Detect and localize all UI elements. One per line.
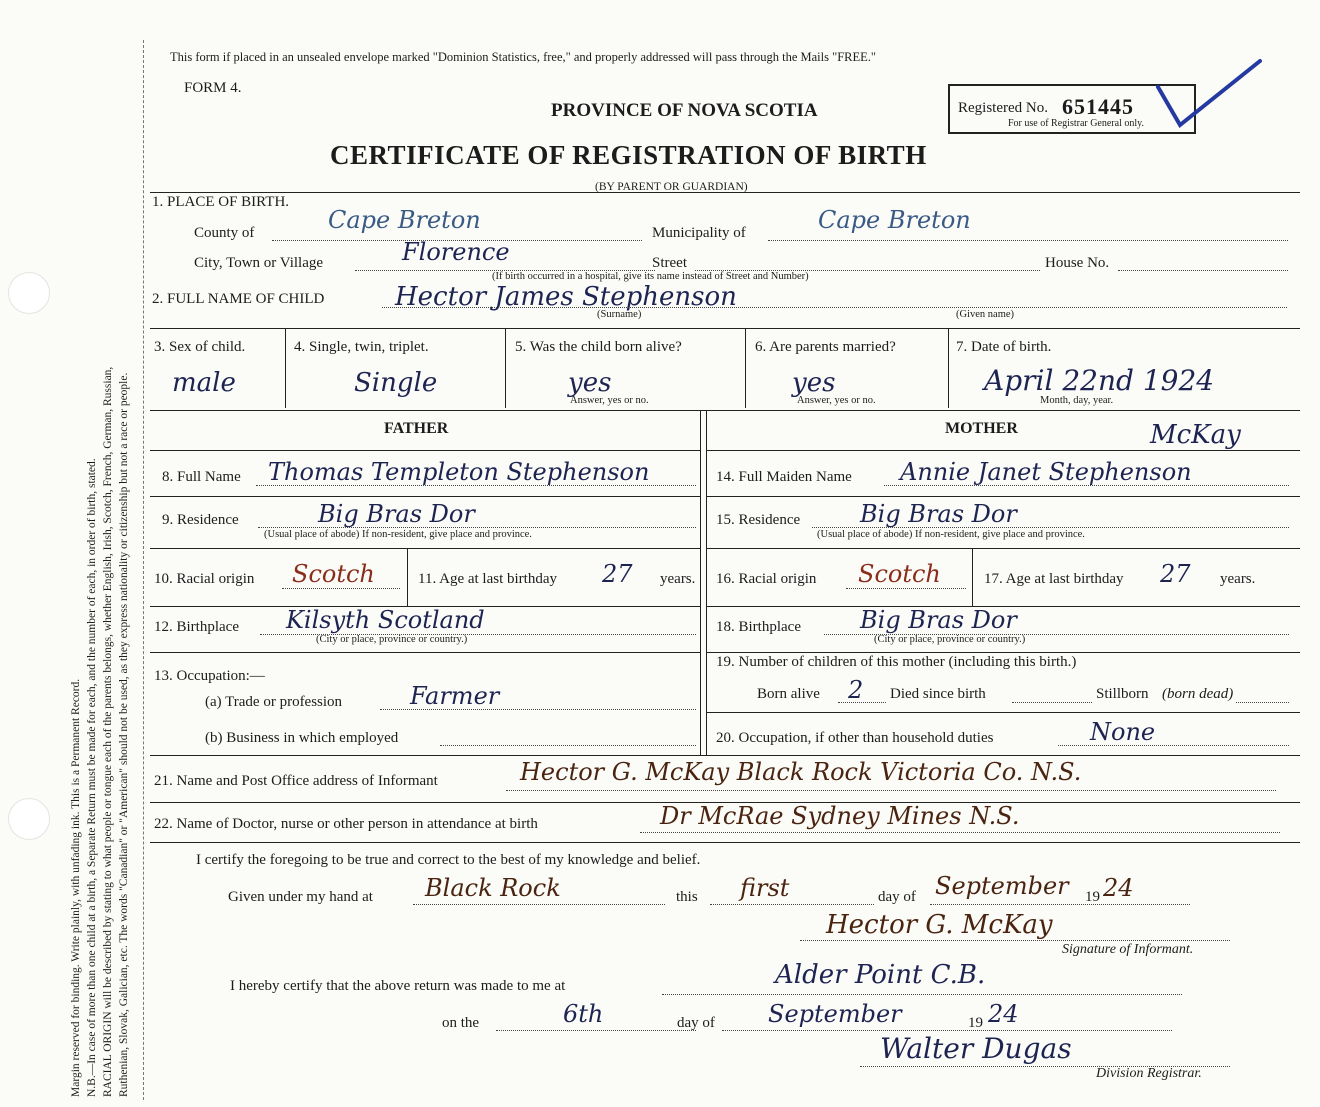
rule [380, 709, 696, 710]
rule [706, 652, 1300, 653]
rule [506, 790, 1276, 791]
rule [768, 240, 1288, 241]
rule [700, 410, 701, 755]
mother-heading: MOTHER [945, 420, 1018, 437]
certify-month-value: September [935, 872, 1069, 900]
rule [150, 755, 1300, 756]
stillborn-label: Stillborn [1096, 686, 1149, 702]
father-years-label: years. [660, 571, 696, 587]
mother-name-value: Annie Janet Stephenson [900, 458, 1192, 486]
rule [150, 450, 700, 451]
rule [496, 1030, 696, 1031]
rule [706, 496, 1300, 497]
page-subtitle: (BY PARENT OR GUARDIAN) [595, 181, 748, 193]
given-place-value: Black Rock [425, 874, 561, 902]
certify-day-value: first [740, 874, 790, 902]
rule [150, 496, 700, 497]
informant-value: Hector G. McKay Black Rock Victoria Co. N.S. [520, 758, 1082, 786]
form-number: FORM 4. [184, 80, 242, 96]
certify-statement: I certify the foregoing to be true and correct to the best of my knowledge and belief. [196, 852, 701, 868]
rule [150, 842, 1300, 843]
parents-married-label: 6. Are parents married? [755, 339, 896, 355]
rule [706, 410, 707, 755]
date-of-birth-label: 7. Date of birth. [956, 339, 1052, 355]
registrar-place-value: Alder Point C.B. [775, 960, 986, 990]
mother-racial-label: 16. Racial origin [716, 571, 817, 587]
rule [846, 588, 966, 589]
margin-line: Margin reserved for binding. Write plainly, with unfading ink. This is a Permanent Record. [70, 678, 82, 1097]
given-label: Given under my hand at [228, 889, 373, 905]
father-trade-label: (a) Trade or profession [205, 694, 343, 710]
rule [640, 832, 1280, 833]
county-label: County of [194, 225, 255, 241]
rule [745, 328, 746, 408]
sex-value: male [172, 368, 236, 398]
date-of-birth-value: April 22nd 1924 [984, 364, 1215, 397]
margin-divider [143, 40, 144, 1100]
father-birthplace-caption: (City or place, province or country.) [316, 634, 468, 645]
mother-racial-value: Scotch [858, 560, 941, 588]
father-birthplace-label: 12. Birthplace [154, 619, 239, 635]
rule [948, 328, 949, 408]
page-title: CERTIFICATE OF REGISTRATION OF BIRTH [330, 140, 927, 170]
registrar-signature-caption: Division Registrar. [1096, 1066, 1202, 1081]
born-alive-label: 5. Was the child born alive? [515, 339, 682, 355]
registrar-year-prefix: 19 [968, 1015, 983, 1031]
punch-hole [8, 272, 50, 314]
mother-name-label: 14. Full Maiden Name [716, 469, 852, 485]
rule [1236, 702, 1289, 703]
rule [150, 548, 700, 549]
informant-signature-caption: Signature of Informant. [1062, 942, 1194, 957]
registrar-statement: I hereby certify that the above return was made to me at [230, 978, 566, 994]
county-value: Cape Breton [328, 206, 481, 234]
registered-label: Registered No. [958, 100, 1048, 116]
doctor-value: Dr McRae Sydney Mines N.S. [660, 802, 1020, 830]
place-of-birth-label: 1. PLACE OF BIRTH. [152, 194, 290, 210]
mother-residence-caption: (Usual place of abode) If non-resident, give place and province. [817, 529, 1085, 540]
given-name-caption: (Given name) [956, 309, 1015, 320]
mother-residence-value: Big Bras Dor [860, 500, 1017, 528]
father-residence-caption: (Usual place of abode) If non-resident, give place and province. [264, 529, 532, 540]
certify-year-prefix: 19 [1085, 889, 1100, 905]
margin-line: N.B.—In case of more than one child at a birth, a Separate Return must be made for each, and the number of each, in order of birth, stated. [86, 458, 98, 1097]
rule [1012, 702, 1092, 703]
parents-married-caption: Answer, yes or no. [797, 395, 876, 406]
certify-year-value: 24 [1103, 874, 1134, 902]
parents-married-value: yes [792, 368, 836, 398]
rule [838, 702, 886, 703]
father-name-value: Thomas Templeton Stephenson [268, 458, 650, 486]
born-alive-caption: Answer, yes or no. [570, 395, 649, 406]
informant-signature: Hector G. McKay [826, 910, 1053, 940]
father-residence-value: Big Bras Dor [318, 500, 475, 528]
father-trade-value: Farmer [410, 682, 500, 710]
mother-birthplace-value: Big Bras Dor [860, 606, 1017, 634]
rule [706, 712, 1300, 713]
margin-instructions [68, 87, 132, 1097]
born-alive-value: yes [568, 368, 612, 398]
rule [706, 548, 1300, 549]
rule [382, 307, 1287, 308]
mother-birthplace-caption: (City or place, province or country.) [874, 634, 1026, 645]
mother-birthplace-label: 18. Birthplace [716, 619, 801, 635]
doctor-label: 22. Name of Doctor, nurse or other person in attendance at birth [154, 816, 538, 832]
father-heading: FATHER [384, 420, 449, 437]
registrar-year-value: 24 [988, 1000, 1019, 1028]
father-birthplace-value: Kilsyth Scotland [286, 606, 485, 634]
registrar-signature: Walter Dugas [880, 1032, 1072, 1065]
rule [706, 450, 1300, 451]
rule [662, 994, 1182, 995]
children-count-label: 19. Number of children of this mother (including this birth.) [716, 654, 1077, 670]
mother-age-value: 27 [1160, 560, 1191, 588]
father-age-value: 27 [602, 560, 633, 588]
rule [258, 527, 696, 528]
birth-type-label: 4. Single, twin, triplet. [294, 339, 429, 355]
maiden-annotation: McKay [1150, 420, 1241, 450]
rule [285, 328, 286, 408]
father-residence-label: 9. Residence [162, 512, 239, 528]
on-the-label: on the [442, 1015, 480, 1031]
day-of-label: day of [878, 889, 916, 905]
rule [413, 904, 665, 905]
mother-residence-label: 15. Residence [716, 512, 801, 528]
province-heading: PROVINCE OF NOVA SCOTIA [551, 100, 818, 121]
rule [884, 485, 1289, 486]
margin-line: Ruthenian, Slovak, Galician, etc. The words "Canadian" or "American" should not be used, as they express nationality or citizenship but not a race or people. [118, 372, 130, 1097]
rule [505, 328, 506, 408]
margin-line: RACIAL ORIGIN will be described by stating to what people or tongue each of the parents belongs, whether English, Irish, Scotch, French, German, Russian, [102, 366, 114, 1097]
hospital-note: (If birth occurred in a hospital, give its name instead of Street and Number) [492, 271, 809, 282]
father-name-label: 8. Full Name [162, 469, 241, 485]
informant-label: 21. Name and Post Office address of Informant [154, 773, 438, 789]
municipality-value: Cape Breton [818, 206, 971, 234]
child-name-value: Hector James Stephenson [395, 282, 737, 312]
registered-number: 651445 [1062, 94, 1134, 119]
child-name-label: 2. FULL NAME OF CHILD [152, 291, 325, 307]
father-occupation-label: 13. Occupation:— [154, 668, 265, 684]
registrar-day-of-label: day of [677, 1015, 715, 1031]
mother-occupation-label: 20. Occupation, if other than household duties [716, 730, 994, 746]
mail-notice: This form if placed in an unsealed envelope marked "Dominion Statistics, free," and properly addressed will pass through the Mails "FREE." [170, 50, 877, 64]
city-label: City, Town or Village [194, 255, 324, 271]
rule [150, 652, 700, 653]
rule [800, 940, 1230, 941]
rule [407, 548, 408, 606]
rule [256, 485, 696, 486]
rule [440, 745, 696, 746]
city-value: Florence [402, 238, 510, 266]
rule [150, 410, 1300, 411]
sex-label: 3. Sex of child. [154, 339, 246, 355]
registrar-note: For use of Registrar General only. [1008, 118, 1144, 129]
died-since-birth-label: Died since birth [890, 686, 986, 702]
punch-hole [8, 798, 50, 840]
check-mark-icon [1150, 55, 1265, 135]
street-label: Street [652, 255, 687, 271]
registrar-day-value: 6th [563, 1000, 604, 1028]
father-racial-label: 10. Racial origin [154, 571, 255, 587]
rule [1118, 270, 1288, 271]
surname-caption: (Surname) [597, 309, 642, 320]
rule [812, 527, 1289, 528]
rule [282, 588, 400, 589]
stillborn-note: (born dead) [1162, 686, 1234, 702]
house-label: House No. [1045, 255, 1110, 271]
rule [150, 192, 1300, 193]
mother-age-label: 17. Age at last birthday [984, 571, 1124, 587]
born-alive-count-label: Born alive [757, 686, 820, 702]
date-of-birth-caption: Month, day, year. [1040, 395, 1114, 406]
registrar-month-value: September [768, 1000, 902, 1028]
rule [930, 904, 1190, 905]
mother-occupation-value: None [1090, 718, 1156, 746]
rule [1058, 745, 1289, 746]
rule [722, 1030, 1172, 1031]
this-label: this [676, 889, 698, 905]
mother-years-label: years. [1220, 571, 1256, 587]
born-alive-count-value: 2 [848, 676, 864, 704]
municipality-label: Municipality of [652, 225, 746, 241]
rule [972, 548, 973, 606]
rule [710, 904, 874, 905]
father-age-label: 11. Age at last birthday [418, 571, 557, 587]
birth-type-value: Single [354, 368, 438, 398]
father-racial-value: Scotch [292, 560, 375, 588]
rule [150, 328, 1300, 329]
father-business-label: (b) Business in which employed [205, 730, 399, 746]
